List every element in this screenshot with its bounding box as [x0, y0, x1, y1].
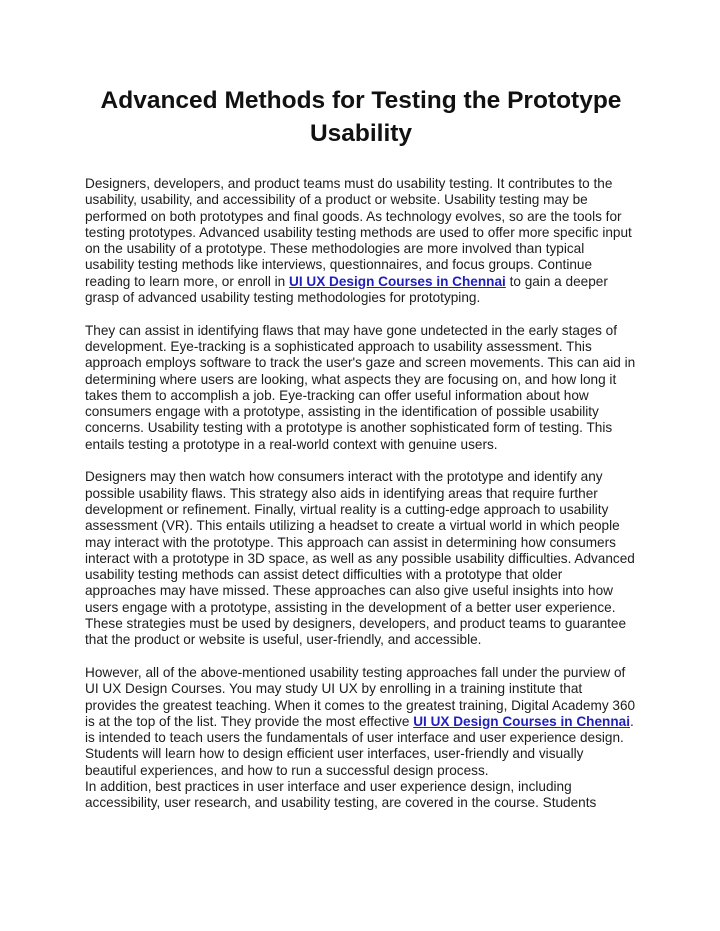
paragraph-eye-tracking: They can assist in identifying flaws that may have gone undetected in the early stages of development. Eye-tracking is a sophisticated approach to usability assessment. This approach employs software to track the user's gaze and screen movements. This can aid in determining where users are looking, what aspects they are focusing on, and how long it takes them to accomplish a job. Eye-tracking can offer useful information about how consumers engage with a prototype, assisting in the identification of possible usability concerns. Usability testing with a prototype is another sophisticated form of testing. This entails testing a prototype in a real-world context with genuine users. — [85, 322, 636, 452]
paragraph-courses — [85, 665, 637, 779]
ui-ux-course-link[interactable]: UI UX Design Courses in Chennai — [289, 273, 506, 289]
ui-ux-course-link-chennai[interactable]: UI UX Design Courses in Chennai — [413, 713, 630, 729]
paragraph-spacer — [85, 453, 637, 469]
paragraph-text: to gain a deeper grasp of advanced usability testing methodologies for prototyping. — [85, 273, 608, 306]
document-page — [85, 0, 637, 812]
paragraph-intro — [85, 176, 637, 306]
paragraph-spacer — [85, 649, 637, 665]
page-title: Advanced Methods for Testing the Prototype Usability — [100, 87, 622, 147]
paragraph-text: Designers, developers, and product teams must do usability testing. It contributes to the usability, usability, and accessibility of a product or website. Usability testing may be performed on both prototypes and final goods. As technology evolves, so are the tools for testing prototypes. Advanced usability testing methods are used to offer more specific input on the usability of a prototype. These methodologies are more involved than typical usability testing methods like interviews, questionnaires, and focus groups. Continue reading to learn more, or enroll in — [85, 176, 632, 289]
paragraph-best-practices: In addition, best practices in user interface and user experience design, including accessibility, user research, and usability testing, are covered in the course. Students — [85, 778, 597, 811]
paragraph-spacer — [85, 306, 637, 322]
paragraph-text: . is intended to teach users the fundamentals of user interface and user experience design. Students will learn how to design efficient user interfaces, user-friendly and visually beautiful experiences, and how to run a successful design process. — [85, 713, 634, 778]
paragraph-text: However, all of the above-mentioned usability testing approaches fall under the purview of UI UX Design Courses. You may study UI UX by enrolling in a training institute that provides the greatest teaching. When it comes to the greatest training, Digital Academy 360 is at the top of the list. They provide the most effective — [85, 664, 636, 729]
paragraph-virtual-reality: Designers may then watch how consumers interact with the prototype and identify any possible usability flaws. This strategy also aids in identifying areas that require further development or refinement. Finally, virtual reality is a cutting-edge approach to usability assessment (VR). This entails utilizing a headset to create a virtual world in which people may interact with the prototype. This approach can assist in determining how consumers interact with a prototype in 3D space, as well as any possible usability difficulties. Advanced usability testing methods can assist detect difficulties with a prototype that older approaches may have missed. These approaches can also give useful insights into how users engage with a prototype, assisting in the development of a better user experience. These strategies must be used by designers, developers, and product teams to guarantee that the product or website is useful, user-friendly, and accessible. — [85, 469, 635, 648]
